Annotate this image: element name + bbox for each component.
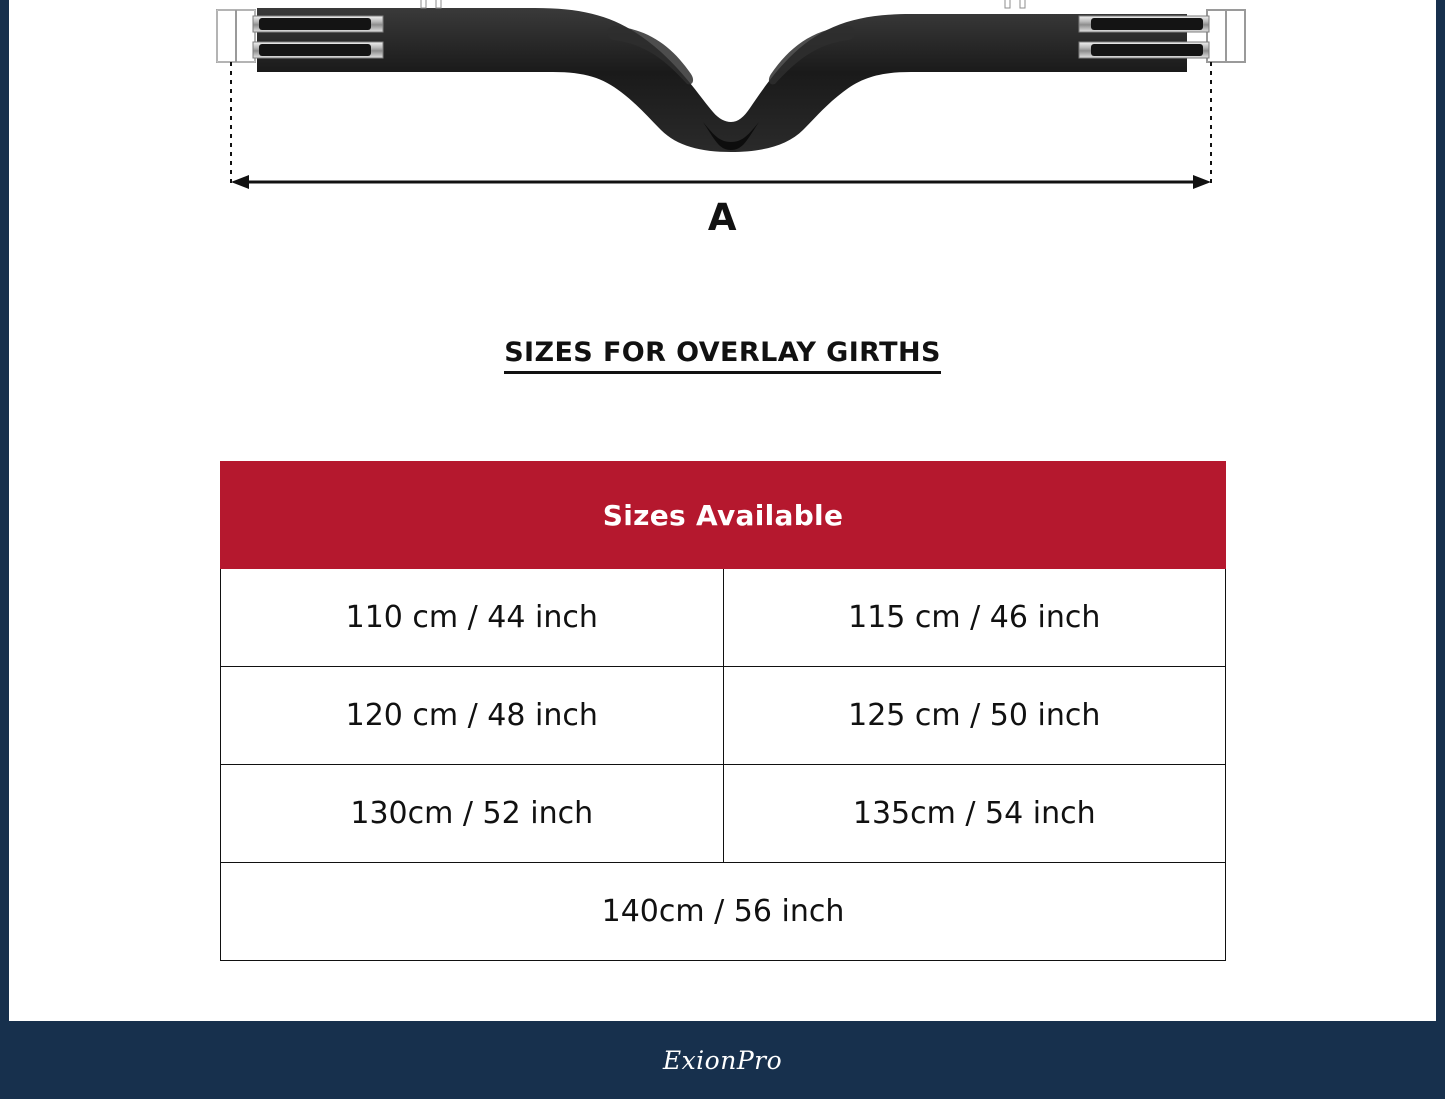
size-cell-120: 120 cm / 48 inch xyxy=(221,667,724,765)
table-row xyxy=(221,863,1226,961)
table-header-cell: Sizes Available xyxy=(221,462,1226,569)
size-cell-110: 110 cm / 44 inch xyxy=(221,569,724,667)
size-cell-130: 130cm / 52 inch xyxy=(221,765,724,863)
size-cell-140: 140cm / 56 inch xyxy=(221,863,1226,961)
brand-logo xyxy=(0,1021,1445,1099)
top-ring-left xyxy=(421,0,441,8)
sizes-table xyxy=(220,461,1226,961)
table-header-row xyxy=(221,462,1226,569)
table-row xyxy=(221,569,1226,667)
size-cell-125: 125 cm / 50 inch xyxy=(723,667,1226,765)
footer-bar xyxy=(0,1021,1445,1099)
product-illustration-area xyxy=(0,0,1445,260)
dimension-label-a: A xyxy=(707,196,738,239)
size-cell-135: 135cm / 54 inch xyxy=(723,765,1226,863)
brand-name: ExionPro xyxy=(662,1045,783,1075)
section-title-text: SIZES FOR OVERLAY GIRTHS xyxy=(504,337,941,374)
size-cell-115: 115 cm / 46 inch xyxy=(723,569,1226,667)
table-row xyxy=(221,667,1226,765)
girth-leather-body xyxy=(257,8,1187,152)
table-row xyxy=(221,765,1226,863)
girth-diagram xyxy=(195,0,1250,200)
center-d-ring xyxy=(719,49,745,70)
section-title xyxy=(0,337,1445,368)
top-ring-right xyxy=(1005,0,1025,8)
